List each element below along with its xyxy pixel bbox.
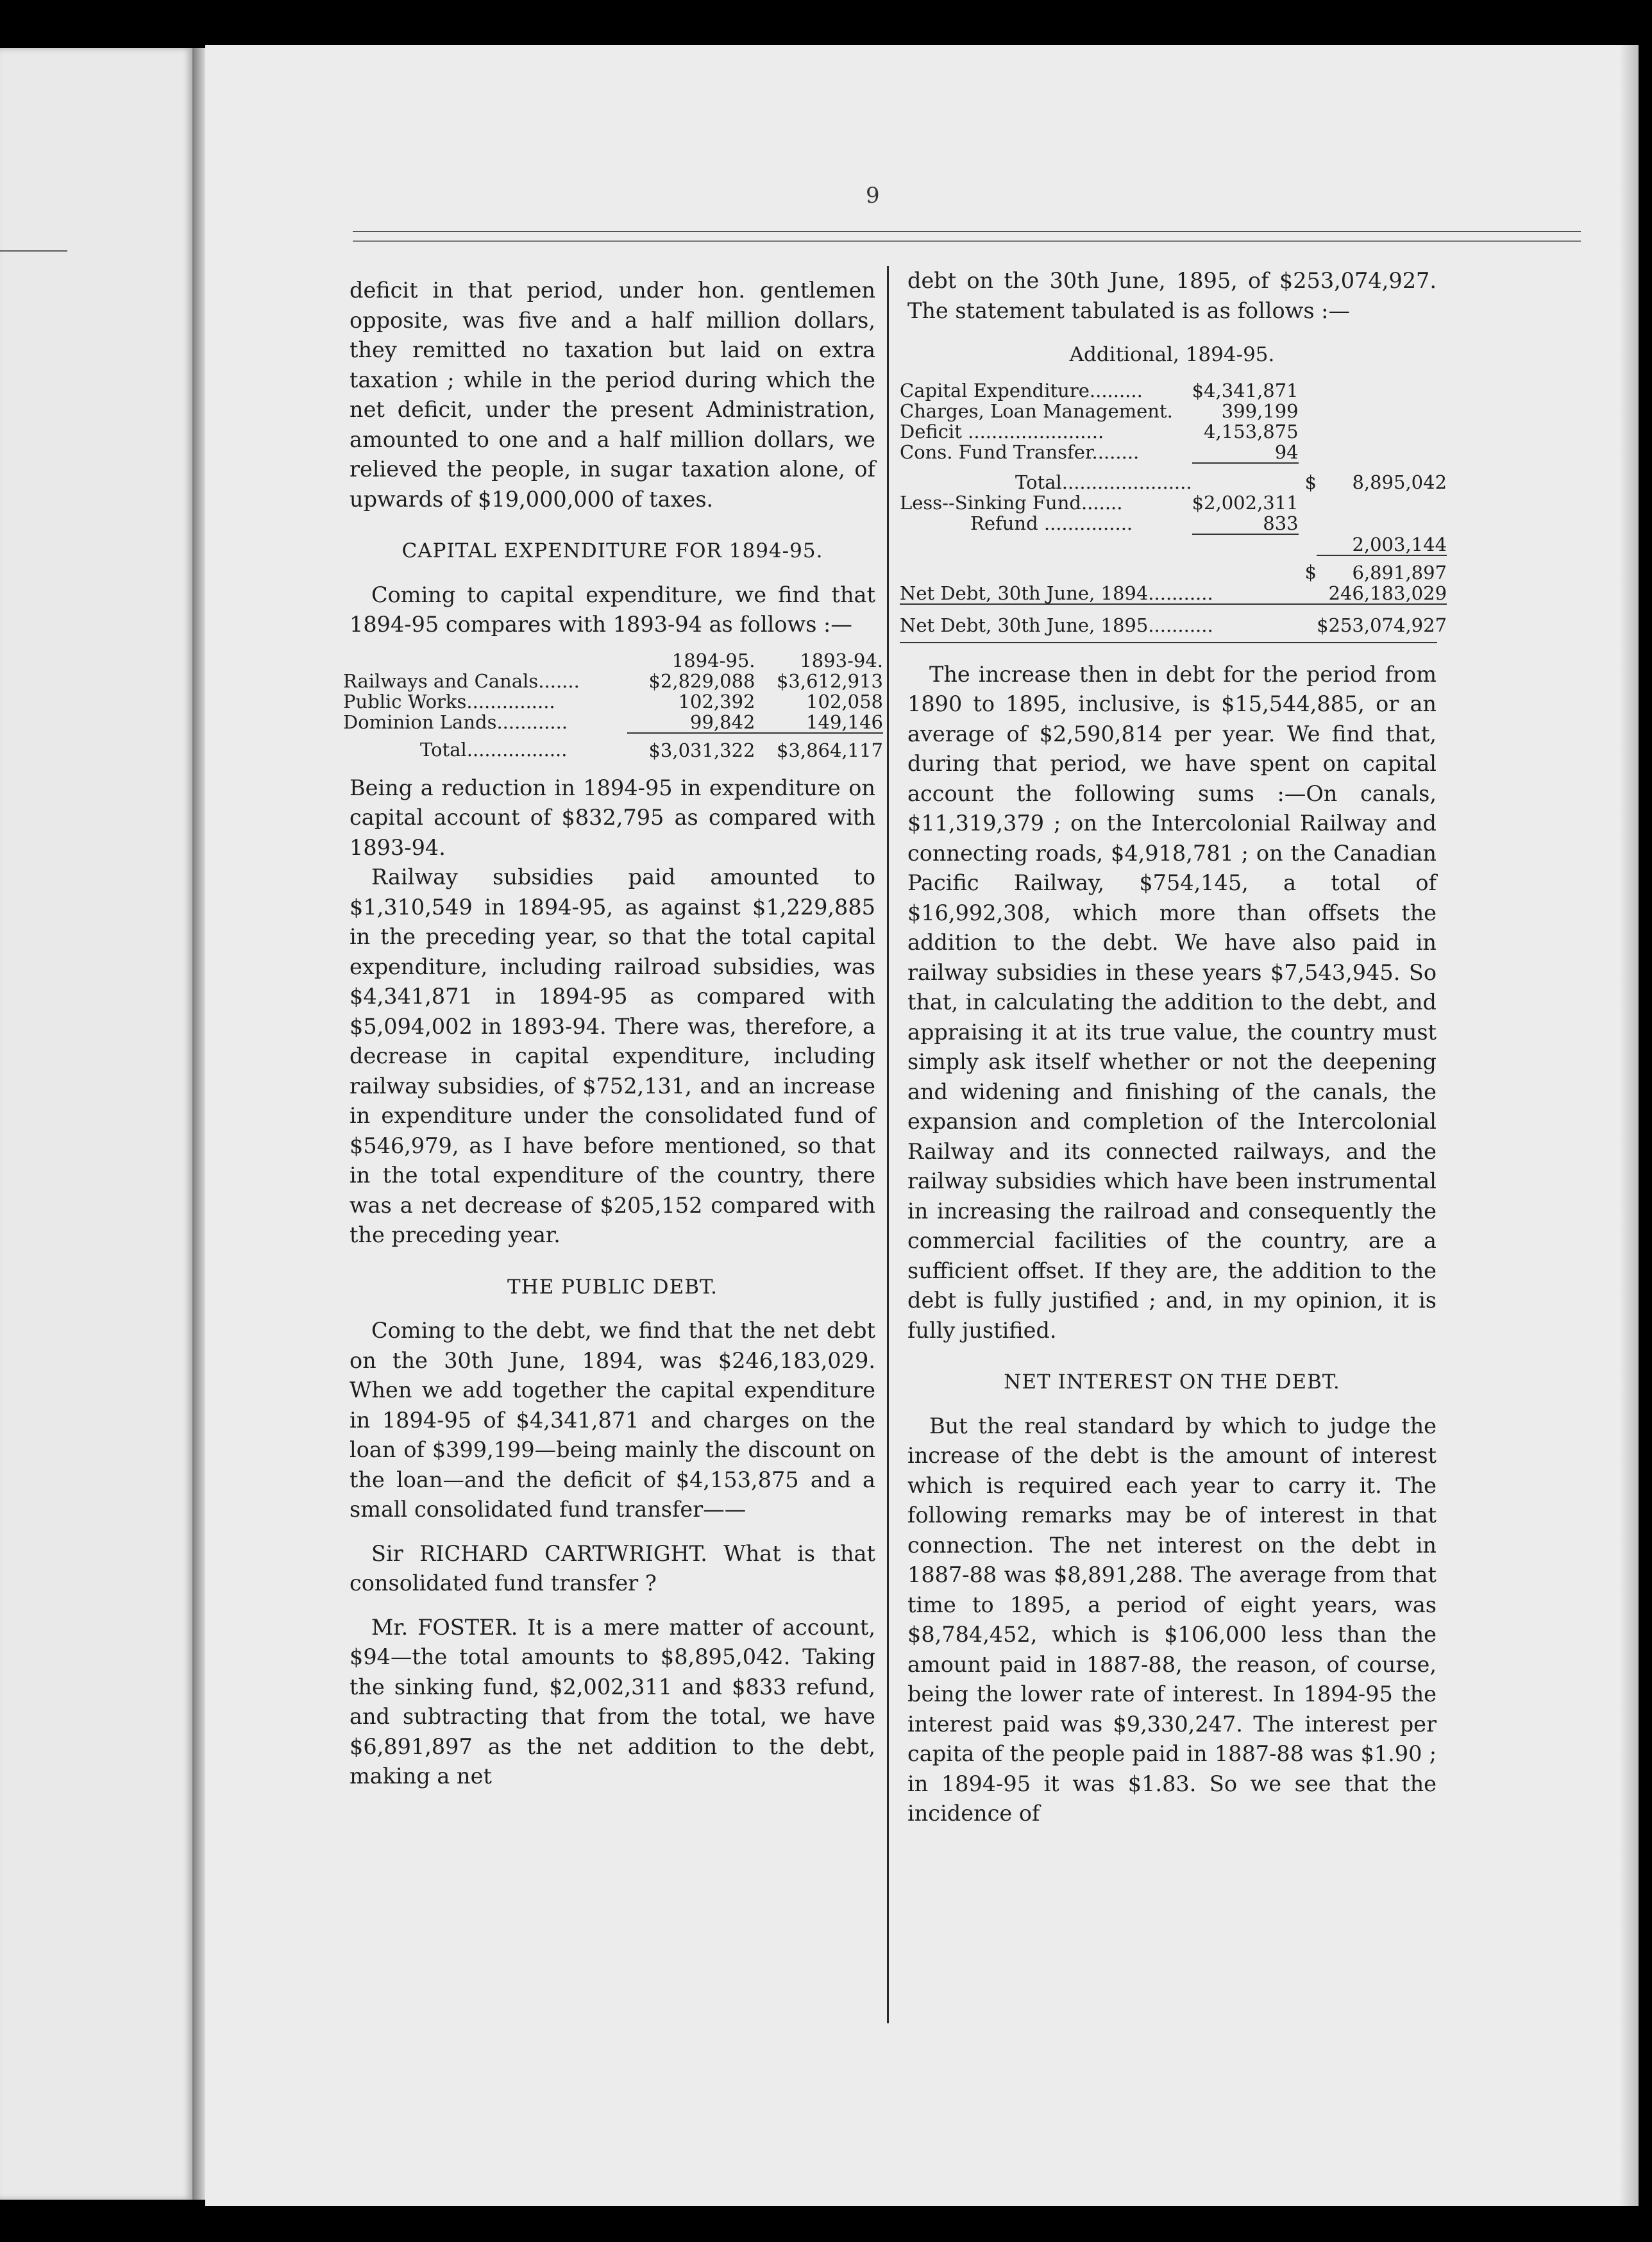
total-label: Total.................	[420, 739, 568, 761]
row-value: $2,002,311	[1192, 491, 1299, 514]
left-page-rule	[0, 250, 67, 252]
section-heading: NET INTEREST ON THE DEBT.	[1004, 1370, 1340, 1394]
row-value: 102,392	[678, 690, 755, 712]
total-value: $3,864,117	[776, 739, 883, 761]
header-rule-secondary	[353, 240, 1581, 242]
paragraph: debt on the 30th June, 1895, of $253,074,927. The statement tabulated is as follows :—	[907, 268, 1437, 323]
speaker-paragraph: Mr. FOSTER. It is a mere matter of account, $94—the total amounts to $8,895,042. Taking the sinking fund, $2,002,311 and $833 refund, and subtracting that from the total, we have $6,891,897 as the net addition to the debt, making a net	[350, 1614, 875, 1789]
table-row	[343, 691, 883, 712]
row-value: 8,895,042	[1352, 471, 1447, 493]
table-row	[343, 671, 883, 691]
paragraph: Railway subsidies paid amounted to $1,310,549 in 1894-95, as against $1,229,885 in the preceding year, so that the total capital expenditure, including railroad subsidies, was $4,341,871 in 1894-95 as compared with $5,094,002 in 1893-94. There was, therefore, a decrease in capital expenditure, including railway subsidies, of $752,131, and an increase in expenditure under the consolidated fund of $546,979, as I have before mentioned, so that in the total expenditure of the country, there was a net decrease of $205,152 compared with the preceding year.	[350, 864, 875, 1247]
paragraph: Being a reduction in 1894-95 in expenditure on capital account of $832,795 as compared with 1893-94.	[350, 775, 875, 860]
row-label: Deficit .......................	[900, 420, 1104, 442]
row-label: Capital Expenditure.........	[900, 379, 1143, 401]
row-label: Total......................	[1015, 471, 1192, 493]
row-label: Dominion Lands............	[343, 711, 568, 733]
speaker-paragraph: Sir RICHARD CARTWRIGHT. What is that consolidated fund transfer ?	[350, 1540, 875, 1596]
table-heading: Additional, 1894-95.	[1069, 343, 1275, 366]
row-value: $4,341,871	[1192, 379, 1299, 401]
paragraph: But the real standard by which to judge the increase of the debt is the amount of interest which is required each year to carry it. The following remarks may be of interest in that connection. The net interest on the debt in 1887-88 was $8,891,288. The average from that time to 1895, a period of eight years, was $8,784,452, which is $106,000 less than the amount paid in 1887-88, the reason, of course, being the lower rate of interest. In 1894-95 the interest paid was $9,330,247. The interest per capita of the people paid in 1887-88 was $1.90 ; in 1894-95 it was $1.83. So we see that the incidence of	[907, 1413, 1437, 1826]
paragraph: Coming to the debt, we find that the net debt on the 30th June, 1894, was $246,183,029. When we add together the capital expenditure in 1894-95 of $4,341,871 and charges on the loan of $399,199—being mainly the discount on the loan—and the deficit of $4,153,875 and a small consolidated fund transfer——	[350, 1318, 875, 1522]
row-label: Net Debt, 30th June, 1894...........	[900, 582, 1213, 604]
total-value: $3,031,322	[648, 739, 755, 761]
row-value: 833	[1192, 513, 1299, 534]
section-heading: CAPITAL EXPENDITURE FOR 1894-95.	[401, 539, 823, 562]
row-label: Refund ...............	[970, 512, 1133, 534]
header-rule	[353, 231, 1581, 232]
row-value: $253,074,927	[1317, 614, 1447, 636]
table-col-header: 1893-94.	[800, 649, 883, 671]
table-total-row	[343, 733, 883, 761]
row-label: Cons. Fund Transfer........	[900, 441, 1140, 463]
page-number: 9	[866, 183, 880, 208]
debt-statement-table	[900, 380, 1447, 636]
row-label: Less--Sinking Fund.......	[900, 491, 1123, 514]
row-value: 246,183,029	[1317, 583, 1447, 604]
section-heading: THE PUBLIC DEBT.	[507, 1275, 718, 1299]
paragraph: Coming to capital expenditure, we find that 1894-95 compares with 1893-94 as follows :—	[350, 582, 875, 637]
row-value: 102,058	[806, 690, 883, 712]
row-label: Net Debt, 30th June, 1895...........	[900, 604, 1299, 636]
row-label: Charges, Loan Management.	[900, 400, 1173, 422]
capital-expenditure-table	[343, 650, 883, 761]
row-value: 2,003,144	[1317, 534, 1447, 555]
paragraph: The increase then in debt for the period from 1890 to 1895, inclusive, is $15,544,885, or an average of $2,590,814 per year. We find that, during that period, we have spent on capital account the following sums :—On canals, $11,319,379 ; on the Intercolonial Railway and connecting roads, $4,918,781 ; on the Canadian Pacific Railway, $754,145, a total of $16,992,308, which more than offsets the addition to the debt. We have also paid in railway subsidies in these years $7,543,945. So that, in calculating the addition to the debt, and appraising it at its true value, the country must simply ask itself whether or not the deepening and widening and finishing of the canals, the expansion and completion of the Intercolonial Railway and its connected railways, and the railway subsidies which have been instrumental in increasing the railroad and consequently the commercial facilities of the country, are a sufficient offset. If they are, the addition to the debt is fully justified ; and, in my opinion, it is fully justified.	[907, 661, 1437, 1343]
table-row	[343, 712, 883, 733]
row-value: 149,146	[755, 712, 883, 733]
column-right	[900, 266, 1447, 1829]
column-divider	[887, 266, 889, 2023]
row-value: $2,829,088	[648, 670, 755, 692]
currency-sign: $	[1304, 561, 1317, 583]
row-label: Railways and Canals.......	[343, 670, 580, 692]
table-col-header: 1894-95.	[671, 649, 755, 671]
page	[205, 45, 1639, 2206]
row-value: 4,153,875	[1204, 420, 1299, 442]
left-page-edge	[0, 48, 192, 2200]
currency-sign: $	[1304, 471, 1317, 493]
row-value: 94	[1192, 442, 1299, 463]
row-label: Public Works...............	[343, 690, 555, 712]
row-value: $3,612,913	[776, 670, 883, 692]
row-value: 99,842	[627, 712, 755, 733]
row-value: 6,891,897	[1352, 561, 1447, 584]
column-left	[343, 276, 883, 1792]
book-gutter	[192, 48, 205, 2200]
paragraph: deficit in that period, under hon. gentlemen opposite, was five and a half million dollars, they remitted no taxation but laid on extra taxation ; while in the period during which the net deficit, under the present Administration, amounted to one and a half million dollars, we relieved the people, in sugar taxation alone, of upwards of $19,000,000 of taxes.	[350, 278, 875, 512]
page-edge-shadow	[1619, 45, 1639, 2206]
row-value: 399,199	[1221, 400, 1299, 422]
